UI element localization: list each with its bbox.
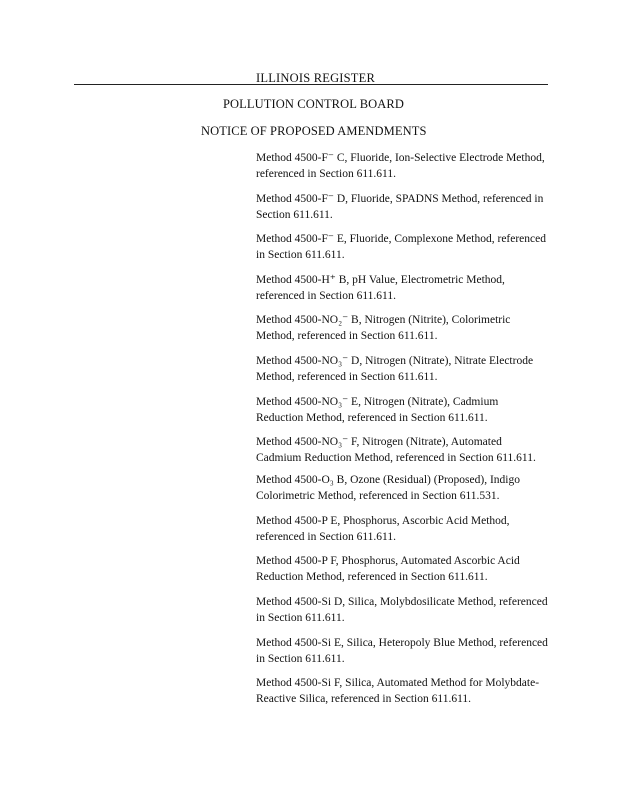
method-entry-4500-no2-b: Method 4500-NO₂⁻ B, Nitrogen (Nitrite), Colorimetric Method, referenced in Section 611.611. [256,314,511,343]
method-entry-4500-h-b: Method 4500-H⁺ B, pH Value, Electrometric Method, referenced in Section 611.611. [256,273,505,302]
method-entry-4500-no3-d: Method 4500-NO₃⁻ D, Nitrogen (Nitrate), Nitrate Electrode Method, referenced in Section 611.611. [256,354,534,383]
register-title: ILLINOIS REGISTER [256,71,376,85]
method-entry-4500-si-f: Method 4500-Si F, Silica, Automated Method for Molybdate-Reactive Silica, referenced in Section 611.611. [256,677,540,706]
board-title: POLLUTION CONTROL BOARD [223,97,404,111]
method-entry-4500-no3-e: Method 4500-NO₃⁻ E, Nitrogen (Nitrate), Cadmium Reduction Method, referenced in Section 611.611. [256,395,499,424]
method-entry-4500-si-d: Method 4500-Si D, Silica, Molybdosilicate Method, referenced in Section 611.611. [256,595,548,624]
method-entry-4500-o3-b: Method 4500-O₃ B, Ozone (Residual) (Proposed), Indigo Colorimetric Method, referenced in Section 611.531. [256,474,520,503]
method-list [256,150,548,716]
notice-title: NOTICE OF PROPOSED AMENDMENTS [201,124,427,138]
method-entry-4500-f-d: Method 4500-F⁻ D, Fluoride, SPADNS Method, referenced in Section 611.611. [256,192,544,221]
method-entry-4500-no3-f: Method 4500-NO₃⁻ F, Nitrogen (Nitrate), Automated Cadmium Reduction Method, referenced in Section 611.611. [256,436,536,465]
method-entry-4500-p-e: Method 4500-P E, Phosphorus, Ascorbic Acid Method, referenced in Section 611.611. [256,514,510,543]
header-rule [74,84,548,85]
method-entry-4500-f-c: Method 4500-F⁻ C, Fluoride, Ion-Selective Electrode Method, referenced in Section 611.611. [256,152,545,180]
method-entry-4500-f-e: Method 4500-F⁻ E, Fluoride, Complexone Method, referenced in Section 611.611. [256,233,546,262]
method-entry-4500-si-e: Method 4500-Si E, Silica, Heteropoly Blue Method, referenced in Section 611.611. [256,636,548,665]
method-entry-4500-p-f: Method 4500-P F, Phosphorus, Automated Ascorbic Acid Reduction Method, referenced in Section 611.611. [256,555,520,584]
